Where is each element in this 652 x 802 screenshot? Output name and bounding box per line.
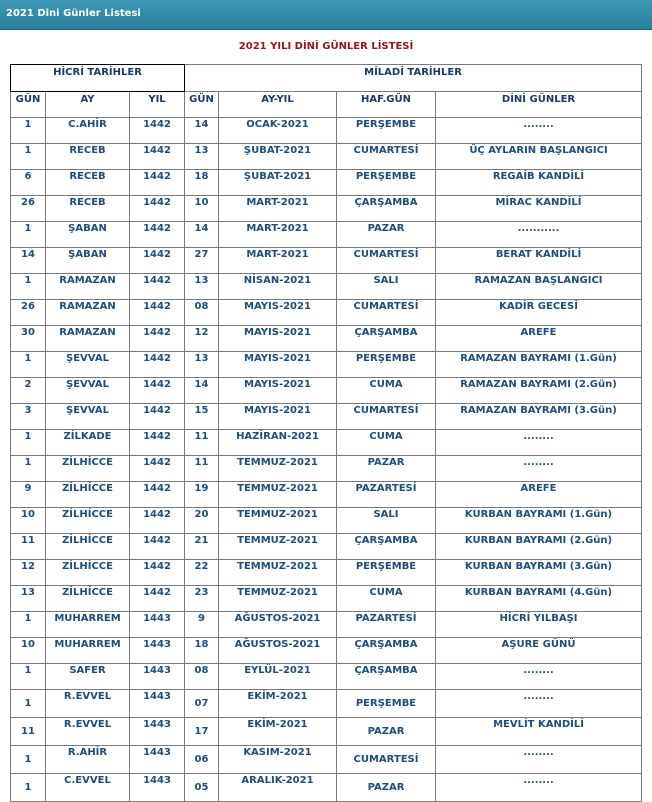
hicri-month-cell: RECEB — [46, 170, 130, 196]
miladi-day-cell: 20 — [185, 508, 219, 534]
weekday-cell: ÇARŞAMBA — [337, 196, 436, 222]
miladi-day-cell: 14 — [185, 378, 219, 404]
miladi-month-year-cell: TEMMUZ-2021 — [219, 456, 337, 482]
hicri-year-cell: 1443 — [130, 638, 185, 664]
table-row — [11, 118, 642, 144]
miladi-month-year-cell: MART-2021 — [219, 222, 337, 248]
religious-day-cell: ........... — [436, 222, 642, 248]
weekday-cell: CUMARTESİ — [337, 248, 436, 274]
hicri-day-cell: 26 — [11, 300, 46, 326]
miladi-month-year-cell: NİSAN-2021 — [219, 274, 337, 300]
hicri-month-cell: ZİLHİCCE — [46, 482, 130, 508]
miladi-month-year-cell: MAYIS-2021 — [219, 352, 337, 378]
hicri-month-cell: R.AHİR — [46, 746, 130, 774]
religious-day-cell: RAMAZAN BAYRAMI (2.Gün) — [436, 378, 642, 404]
religious-day-cell: ........ — [436, 690, 642, 718]
hicri-month-cell: RAMAZAN — [46, 300, 130, 326]
religious-day-cell: ........ — [436, 456, 642, 482]
religious-days-table — [10, 64, 642, 802]
religious-day-cell: AŞURE GÜNÜ — [436, 638, 642, 664]
religious-day-cell: HİCRİ YILBAŞI — [436, 612, 642, 638]
miladi-day-cell: 14 — [185, 118, 219, 144]
miladi-month-year-cell: AĞUSTOS-2021 — [219, 612, 337, 638]
miladi-month-year-cell: ARALIK-2021 — [219, 774, 337, 802]
hicri-month-cell: R.EVVEL — [46, 690, 130, 718]
miladi-day-cell: 13 — [185, 274, 219, 300]
hicri-month-cell: MUHARREM — [46, 612, 130, 638]
religious-day-cell: ........ — [436, 664, 642, 690]
weekday-cell: PERŞEMBE — [337, 560, 436, 586]
miladi-month-year-cell: TEMMUZ-2021 — [219, 482, 337, 508]
religious-day-cell: KADİR GECESİ — [436, 300, 642, 326]
miladi-day-cell: 11 — [185, 456, 219, 482]
table-row — [11, 170, 642, 196]
hicri-month-cell: ZİLHİCCE — [46, 560, 130, 586]
table-row — [11, 222, 642, 248]
hicri-year-cell: 1443 — [130, 718, 185, 746]
hicri-day-cell: 1 — [11, 352, 46, 378]
hicri-day-cell: 11 — [11, 718, 46, 746]
miladi-month-year-cell: TEMMUZ-2021 — [219, 508, 337, 534]
miladi-day-cell: 08 — [185, 300, 219, 326]
miladi-month-year-cell: TEMMUZ-2021 — [219, 534, 337, 560]
weekday-cell: SALI — [337, 508, 436, 534]
weekday-cell: PERŞEMBE — [337, 690, 436, 718]
religious-day-cell: RAMAZAN BAYRAMI (1.Gün) — [436, 352, 642, 378]
miladi-day-cell: 08 — [185, 664, 219, 690]
weekday-cell: CUMARTESİ — [337, 404, 436, 430]
weekday-cell: PERŞEMBE — [337, 118, 436, 144]
miladi-month-year-cell: ŞUBAT-2021 — [219, 170, 337, 196]
weekday-cell: PERŞEMBE — [337, 170, 436, 196]
hicri-day-cell: 12 — [11, 560, 46, 586]
miladi-month-year-cell: KASIM-2021 — [219, 746, 337, 774]
hicri-day-cell: 3 — [11, 404, 46, 430]
religious-day-cell: KURBAN BAYRAMI (1.Gün) — [436, 508, 642, 534]
hicri-month-cell: RECEB — [46, 196, 130, 222]
hicri-year-cell: 1443 — [130, 774, 185, 802]
hicri-day-cell: 1 — [11, 118, 46, 144]
hicri-month-cell: ŞABAN — [46, 222, 130, 248]
miladi-month-year-cell: MAYIS-2021 — [219, 300, 337, 326]
hicri-day-cell: 1 — [11, 612, 46, 638]
miladi-month-year-cell: EKİM-2021 — [219, 690, 337, 718]
hicri-day-cell: 1 — [11, 430, 46, 456]
weekday-cell: ÇARŞAMBA — [337, 534, 436, 560]
religious-day-cell: REGAİB KANDİLİ — [436, 170, 642, 196]
weekday-cell: PAZARTESİ — [337, 482, 436, 508]
weekday-cell: PAZAR — [337, 774, 436, 802]
col-header-hicri-ay: AY — [46, 92, 130, 118]
hicri-month-cell: ZİLKADE — [46, 430, 130, 456]
religious-day-cell: ........ — [436, 118, 642, 144]
table-row — [11, 248, 642, 274]
miladi-month-year-cell: ŞUBAT-2021 — [219, 144, 337, 170]
miladi-day-cell: 14 — [185, 222, 219, 248]
weekday-cell: ÇARŞAMBA — [337, 326, 436, 352]
religious-day-cell: KURBAN BAYRAMI (4.Gün) — [436, 586, 642, 612]
miladi-day-cell: 12 — [185, 326, 219, 352]
hicri-month-cell: RAMAZAN — [46, 274, 130, 300]
hicri-year-cell: 1442 — [130, 222, 185, 248]
group-header-row — [11, 65, 642, 92]
miladi-day-cell: 27 — [185, 248, 219, 274]
miladi-day-cell: 10 — [185, 196, 219, 222]
col-header-religious-day: DİNİ GÜNLER — [436, 92, 642, 118]
religious-day-cell: RAMAZAN BAŞLANGICI — [436, 274, 642, 300]
table-row — [11, 482, 642, 508]
table-row — [11, 718, 642, 746]
table-row — [11, 456, 642, 482]
weekday-cell: PAZARTESİ — [337, 612, 436, 638]
hicri-day-cell: 1 — [11, 456, 46, 482]
weekday-cell: SALI — [337, 274, 436, 300]
religious-day-cell: ........ — [436, 746, 642, 774]
miladi-day-cell: 15 — [185, 404, 219, 430]
miladi-day-cell: 21 — [185, 534, 219, 560]
weekday-cell: CUMA — [337, 378, 436, 404]
table-row — [11, 378, 642, 404]
group-miladi: MİLADİ TARİHLER — [185, 65, 642, 92]
religious-day-cell: ÜÇ AYLARIN BAŞLANGICI — [436, 144, 642, 170]
table-row — [11, 274, 642, 300]
hicri-month-cell: ZİLHİCCE — [46, 456, 130, 482]
hicri-year-cell: 1442 — [130, 378, 185, 404]
weekday-cell: CUMARTESİ — [337, 300, 436, 326]
miladi-month-year-cell: EKİM-2021 — [219, 718, 337, 746]
window-header — [0, 0, 652, 30]
table-row — [11, 404, 642, 430]
weekday-cell: ÇARŞAMBA — [337, 638, 436, 664]
miladi-day-cell: 17 — [185, 718, 219, 746]
religious-day-cell: KURBAN BAYRAMI (3.Gün) — [436, 560, 642, 586]
miladi-day-cell: 19 — [185, 482, 219, 508]
table-row — [11, 300, 642, 326]
table-row — [11, 664, 642, 690]
religious-day-cell: MİRAC KANDİLİ — [436, 196, 642, 222]
hicri-year-cell: 1442 — [130, 144, 185, 170]
hicri-year-cell: 1442 — [130, 430, 185, 456]
table-row — [11, 144, 642, 170]
religious-day-cell: BERAT KANDİLİ — [436, 248, 642, 274]
weekday-cell: CUMA — [337, 586, 436, 612]
table-row — [11, 774, 642, 802]
hicri-year-cell: 1442 — [130, 534, 185, 560]
hicri-year-cell: 1442 — [130, 404, 185, 430]
miladi-month-year-cell: MAYIS-2021 — [219, 404, 337, 430]
hicri-day-cell: 2 — [11, 378, 46, 404]
miladi-day-cell: 13 — [185, 352, 219, 378]
hicri-day-cell: 11 — [11, 534, 46, 560]
weekday-cell: CUMARTESİ — [337, 746, 436, 774]
hicri-year-cell: 1442 — [130, 352, 185, 378]
weekday-cell: PAZAR — [337, 222, 436, 248]
hicri-month-cell: MUHARREM — [46, 638, 130, 664]
hicri-month-cell: ZİLHİCCE — [46, 586, 130, 612]
miladi-month-year-cell: TEMMUZ-2021 — [219, 586, 337, 612]
hicri-day-cell: 6 — [11, 170, 46, 196]
col-header-hicri-gun: GÜN — [11, 92, 46, 118]
table-row — [11, 430, 642, 456]
hicri-year-cell: 1443 — [130, 612, 185, 638]
hicri-month-cell: ŞABAN — [46, 248, 130, 274]
table-row — [11, 352, 642, 378]
hicri-day-cell: 10 — [11, 508, 46, 534]
hicri-month-cell: ŞEVVAL — [46, 352, 130, 378]
table-row — [11, 196, 642, 222]
religious-day-cell: KURBAN BAYRAMI (2.Gün) — [436, 534, 642, 560]
table-row — [11, 534, 642, 560]
hicri-day-cell: 1 — [11, 222, 46, 248]
hicri-day-cell: 1 — [11, 690, 46, 718]
table-row — [11, 586, 642, 612]
hicri-year-cell: 1442 — [130, 118, 185, 144]
hicri-month-cell: C.AHİR — [46, 118, 130, 144]
religious-day-cell: AREFE — [436, 482, 642, 508]
hicri-day-cell: 1 — [11, 664, 46, 690]
hicri-year-cell: 1442 — [130, 248, 185, 274]
hicri-month-cell: RAMAZAN — [46, 326, 130, 352]
hicri-year-cell: 1443 — [130, 664, 185, 690]
window-title: 2021 Dini Günler Listesi — [6, 8, 141, 19]
hicri-year-cell: 1443 — [130, 746, 185, 774]
hicri-day-cell: 14 — [11, 248, 46, 274]
hicri-day-cell: 1 — [11, 774, 46, 802]
miladi-day-cell: 18 — [185, 638, 219, 664]
miladi-day-cell: 13 — [185, 144, 219, 170]
miladi-month-year-cell: OCAK-2021 — [219, 118, 337, 144]
miladi-day-cell: 11 — [185, 430, 219, 456]
religious-day-cell: AREFE — [436, 326, 642, 352]
hicri-year-cell: 1442 — [130, 456, 185, 482]
hicri-year-cell: 1442 — [130, 482, 185, 508]
hicri-year-cell: 1442 — [130, 560, 185, 586]
hicri-month-cell: RECEB — [46, 144, 130, 170]
table-row — [11, 326, 642, 352]
col-header-miladi-ay-yil: AY-YIL — [219, 92, 337, 118]
religious-day-cell: MEVLİT KANDİLİ — [436, 718, 642, 746]
col-header-miladi-gun: GÜN — [185, 92, 219, 118]
miladi-month-year-cell: AĞUSTOS-2021 — [219, 638, 337, 664]
hicri-day-cell: 9 — [11, 482, 46, 508]
table-row — [11, 638, 642, 664]
col-header-hicri-yil: YIL — [130, 92, 185, 118]
miladi-day-cell: 07 — [185, 690, 219, 718]
weekday-cell: ÇARŞAMBA — [337, 664, 436, 690]
miladi-day-cell: 9 — [185, 612, 219, 638]
col-header-weekday: HAF.GÜN — [337, 92, 436, 118]
hicri-day-cell: 13 — [11, 586, 46, 612]
table-row — [11, 508, 642, 534]
hicri-month-cell: ŞEVVAL — [46, 378, 130, 404]
table-row — [11, 560, 642, 586]
weekday-cell: CUMA — [337, 430, 436, 456]
miladi-month-year-cell: MAYIS-2021 — [219, 326, 337, 352]
miladi-month-year-cell: HAZİRAN-2021 — [219, 430, 337, 456]
column-header-row — [11, 92, 642, 118]
weekday-cell: PAZAR — [337, 456, 436, 482]
hicri-day-cell: 1 — [11, 274, 46, 300]
religious-day-cell: RAMAZAN BAYRAMI (3.Gün) — [436, 404, 642, 430]
page-title: 2021 YILI DİNİ GÜNLER LİSTESİ — [238, 41, 414, 52]
miladi-month-year-cell: MART-2021 — [219, 196, 337, 222]
group-hicri: HİCRİ TARİHLER — [11, 65, 185, 92]
table-row — [11, 746, 642, 774]
table-row — [11, 612, 642, 638]
religious-day-cell: ........ — [436, 430, 642, 456]
weekday-cell: PAZAR — [337, 718, 436, 746]
hicri-year-cell: 1443 — [130, 690, 185, 718]
hicri-year-cell: 1442 — [130, 170, 185, 196]
hicri-year-cell: 1442 — [130, 326, 185, 352]
miladi-month-year-cell: EYLÜL-2021 — [219, 664, 337, 690]
hicri-year-cell: 1442 — [130, 586, 185, 612]
hicri-year-cell: 1442 — [130, 274, 185, 300]
hicri-month-cell: ZİLHİCCE — [46, 534, 130, 560]
miladi-day-cell: 22 — [185, 560, 219, 586]
miladi-month-year-cell: MAYIS-2021 — [219, 378, 337, 404]
weekday-cell: PERŞEMBE — [337, 352, 436, 378]
weekday-cell: CUMARTESİ — [337, 144, 436, 170]
hicri-day-cell: 1 — [11, 144, 46, 170]
hicri-day-cell: 1 — [11, 746, 46, 774]
miladi-day-cell: 06 — [185, 746, 219, 774]
hicri-month-cell: C.EVVEL — [46, 774, 130, 802]
miladi-day-cell: 18 — [185, 170, 219, 196]
miladi-month-year-cell: MART-2021 — [219, 248, 337, 274]
hicri-year-cell: 1442 — [130, 196, 185, 222]
hicri-month-cell: ZİLHİCCE — [46, 508, 130, 534]
religious-day-cell: ........ — [436, 774, 642, 802]
hicri-month-cell: ŞEVVAL — [46, 404, 130, 430]
hicri-day-cell: 10 — [11, 638, 46, 664]
miladi-day-cell: 23 — [185, 586, 219, 612]
hicri-year-cell: 1442 — [130, 300, 185, 326]
hicri-month-cell: R.EVVEL — [46, 718, 130, 746]
table-row — [11, 690, 642, 718]
miladi-month-year-cell: TEMMUZ-2021 — [219, 560, 337, 586]
miladi-day-cell: 05 — [185, 774, 219, 802]
hicri-month-cell: SAFER — [46, 664, 130, 690]
hicri-day-cell: 26 — [11, 196, 46, 222]
hicri-year-cell: 1442 — [130, 508, 185, 534]
hicri-day-cell: 30 — [11, 326, 46, 352]
